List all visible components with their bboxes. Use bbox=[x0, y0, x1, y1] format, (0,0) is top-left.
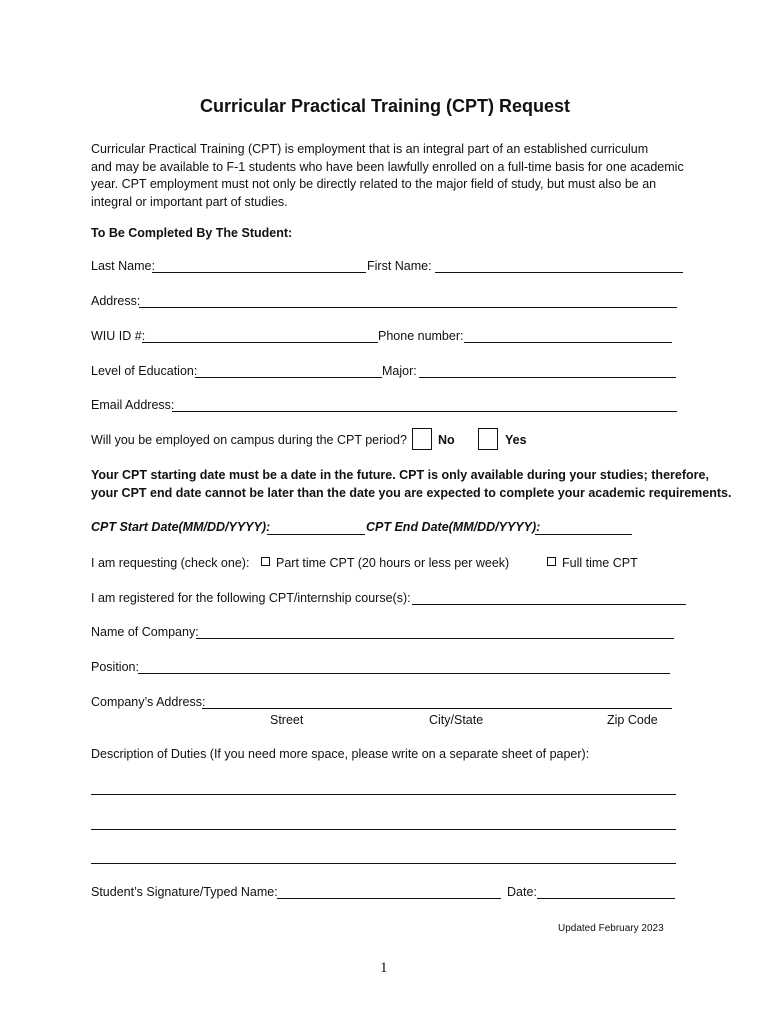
address-field[interactable] bbox=[139, 307, 677, 308]
part-time-checkbox[interactable] bbox=[261, 557, 270, 566]
cpt-end-date-label: CPT End Date(MM/DD/YYYY): bbox=[366, 520, 541, 534]
phone-field[interactable] bbox=[464, 342, 672, 343]
cpt-end-date-field[interactable] bbox=[535, 534, 632, 535]
company-address-field[interactable] bbox=[202, 708, 672, 709]
course-field[interactable] bbox=[412, 604, 686, 605]
last-name-label: Last Name: bbox=[91, 259, 155, 273]
intro-line: year. CPT employment must not only be directly related to the major field of study, but must also be an bbox=[91, 177, 657, 191]
intro-line: integral or important part of studies. bbox=[91, 194, 288, 209]
signature-field[interactable] bbox=[277, 898, 501, 899]
notice-line: Your CPT starting date must be a date in the future. CPT is only available during your studies; therefore, bbox=[91, 468, 709, 482]
campus-no-label: No bbox=[438, 433, 455, 447]
major-label: Major: bbox=[382, 364, 417, 378]
campus-question-label: Will you be employed on campus during the CPT period? bbox=[91, 433, 407, 447]
company-name-label: Name of Company: bbox=[91, 625, 199, 639]
full-time-checkbox[interactable] bbox=[547, 557, 556, 566]
date-label: Date: bbox=[507, 885, 537, 899]
position-field[interactable] bbox=[138, 673, 670, 674]
city-state-caption: City/State bbox=[429, 713, 484, 727]
intro-line: Curricular Practical Training (CPT) is employment that is an integral part of an established curriculum bbox=[91, 142, 649, 156]
part-time-label: Part time CPT (20 hours or less per week) bbox=[276, 556, 510, 570]
level-of-education-field[interactable] bbox=[195, 377, 382, 378]
part-time-option[interactable] bbox=[261, 556, 509, 570]
cpt-start-date-label: CPT Start Date(MM/DD/YYYY): bbox=[91, 520, 271, 534]
address-label: Address: bbox=[91, 294, 141, 308]
zip-code-caption: Zip Code bbox=[607, 713, 658, 727]
email-label: Email Address: bbox=[91, 398, 175, 412]
full-time-label: Full time CPT bbox=[562, 556, 638, 570]
level-of-education-label: Level of Education: bbox=[91, 364, 198, 378]
first-name-field[interactable] bbox=[435, 272, 683, 273]
page-number: 1 bbox=[380, 960, 388, 976]
last-name-field[interactable] bbox=[152, 272, 366, 273]
requesting-label: I am requesting (check one): bbox=[91, 556, 250, 570]
wiu-id-field[interactable] bbox=[142, 342, 378, 343]
date-field[interactable] bbox=[537, 898, 675, 899]
course-label: I am registered for the following CPT/internship course(s): bbox=[91, 591, 411, 605]
campus-yes-label: Yes bbox=[505, 433, 527, 447]
duties-label: Description of Duties (If you need more space, please write on a separate sheet of paper): bbox=[91, 747, 590, 761]
wiu-id-label: WIU ID #: bbox=[91, 329, 146, 343]
section-heading: To Be Completed By The Student: bbox=[91, 226, 293, 240]
company-address-label: Company’s Address: bbox=[91, 695, 206, 709]
page-title: Curricular Practical Training (CPT) Request bbox=[199, 96, 571, 116]
campus-no-checkbox[interactable] bbox=[412, 428, 432, 450]
campus-yes-checkbox[interactable] bbox=[478, 428, 498, 450]
notice-line: your CPT end date cannot be later than the date you are expected to complete your academic requirements. bbox=[91, 486, 732, 500]
phone-label: Phone number: bbox=[378, 329, 464, 343]
updated-note: Updated February 2023 bbox=[558, 923, 664, 934]
position-label: Position: bbox=[91, 660, 139, 674]
duties-line[interactable] bbox=[91, 863, 676, 864]
cpt-start-date-field[interactable] bbox=[267, 534, 365, 535]
full-time-option[interactable] bbox=[547, 556, 638, 570]
company-name-field[interactable] bbox=[196, 638, 674, 639]
intro-line: and may be available to F-1 students who have been lawfully enrolled on a full-time basis for one academic bbox=[91, 159, 684, 174]
signature-label: Student’s Signature/Typed Name: bbox=[91, 885, 278, 899]
duties-line[interactable] bbox=[91, 829, 676, 830]
duties-line[interactable] bbox=[91, 794, 676, 795]
email-field[interactable] bbox=[172, 411, 677, 412]
intro-paragraph bbox=[91, 141, 706, 211]
major-field[interactable] bbox=[419, 377, 676, 378]
first-name-label: First Name: bbox=[367, 259, 432, 273]
street-caption: Street bbox=[270, 713, 304, 727]
